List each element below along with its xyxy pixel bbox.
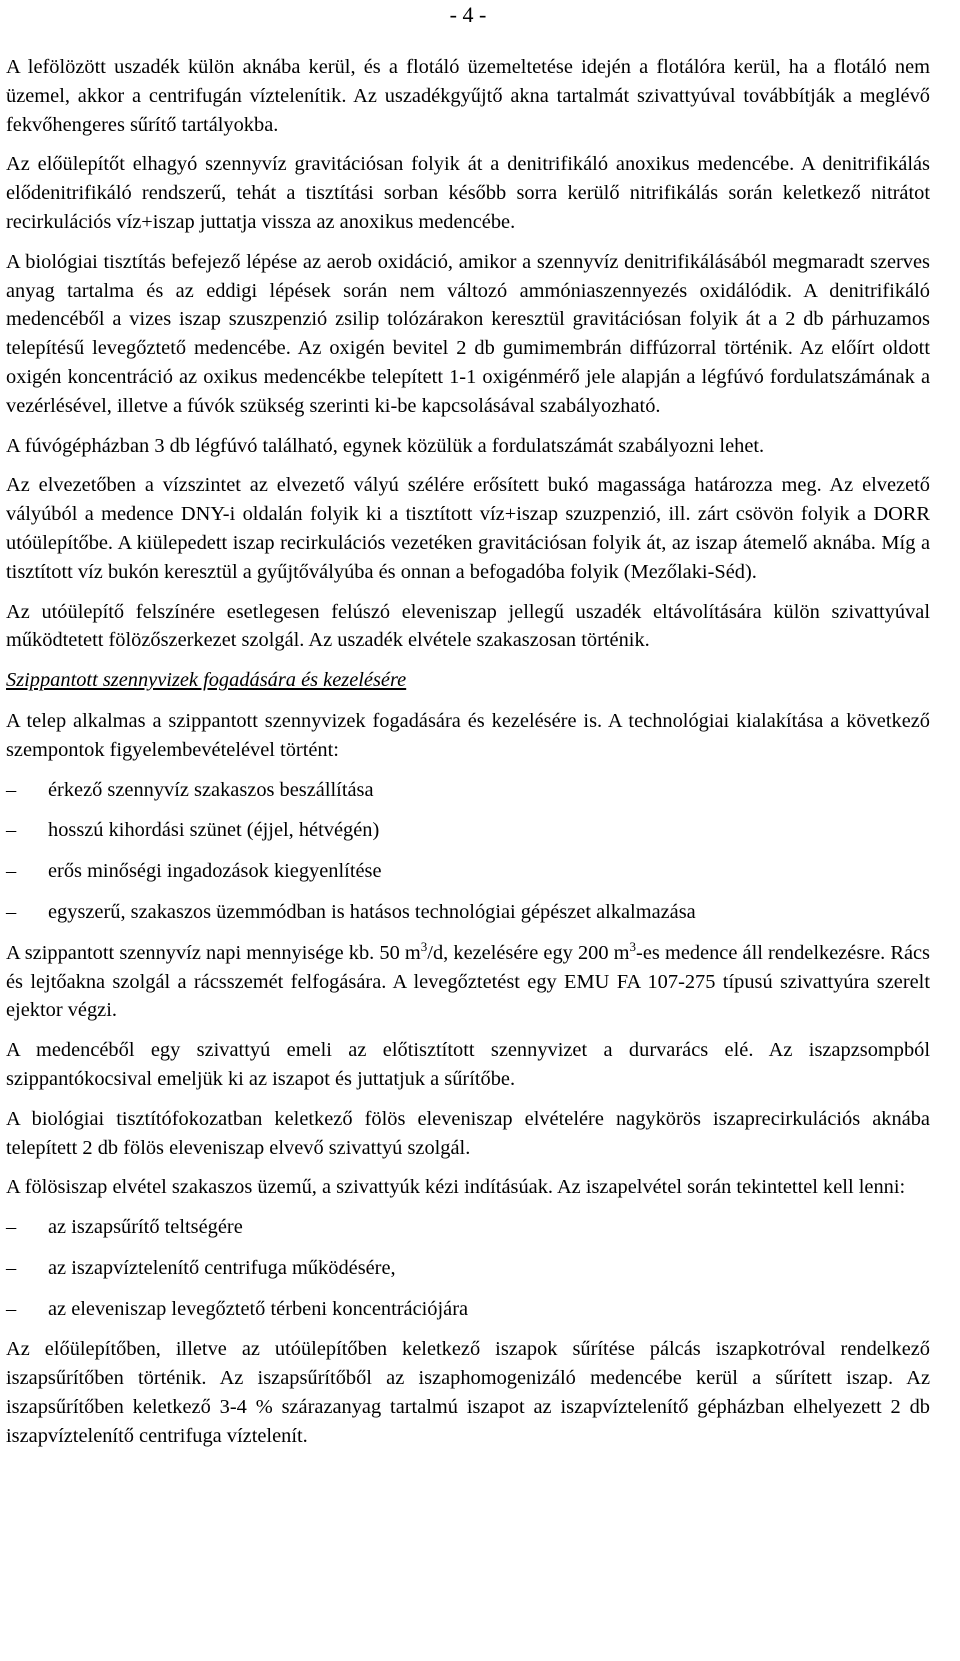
dash-bullet: – xyxy=(6,1256,17,1279)
page-number: - 4 - xyxy=(449,2,487,27)
list-item xyxy=(6,816,930,845)
list-item-text: az iszapsűrítő teltségére xyxy=(48,1216,243,1239)
paragraph-blower-house: A fúvógépházban 3 db légfúvó található, egynek közülük a fordulatszámát szabályozni lehet. xyxy=(6,434,765,457)
dash-bullet: – xyxy=(6,819,17,842)
paragraph-pump-lift: A medencéből egy szivattyú emeli az előtisztított szennyvizet a durvarács elé. Az iszapzsompból szippantókocsival emeljük ki az iszapot és juttatjuk a sűrítőbe. xyxy=(6,1039,930,1090)
volume-text-part2: /d, kezelésére egy 200 m xyxy=(427,941,630,964)
dash-bullet: – xyxy=(6,778,17,801)
dash-bullet: – xyxy=(6,1216,17,1239)
list-item xyxy=(6,898,930,927)
volume-text-part3: -es medence áll rendelkezésre. Rács és lejtőakna szolgál a rácsszemét felfogására. A levegőztetést egy EMU FA 107-275 típusú szivattyúra szerelt ejektor végzi. xyxy=(6,941,930,1022)
list-item xyxy=(6,1254,930,1283)
dash-bullet: – xyxy=(6,900,17,923)
list-item-text: az iszapvíztelenítő centrifuga működésére, xyxy=(48,1256,396,1279)
paragraph-denitrification: Az előülepítőt elhagyó szennyvíz gravitációsan folyik át a denitrifikáló anoxikus medencébe. A denitrifikálás elődenitrifikáló rendszerű, tehát a tisztítási sorban később sorra kerülő nitrifikálás során keletkező nitrátot recirkulációs víz+iszap juttatja vissza az anoxikus medencébe. xyxy=(6,153,930,233)
list-item-text: erős minőségi ingadozások kiegyenlítése xyxy=(48,860,382,883)
paragraph-scum-handling: A lefölözött uszadék külön aknába kerül, és a flotáló üzemeltetése idején a flotálóra kerül, ha a flotáló nem üzemel, akkor a centrifugán víztelenítik. Az uszadékgyűjtő akna tartalmát szivattyúval továbbítják a meglévő fekvőhengeres sűrítő tartályokba. xyxy=(6,56,930,136)
design-criteria-list xyxy=(6,776,930,927)
paragraph-excess-sludge: A biológiai tisztítófokozatban keletkező fölös eleveniszap elvételére nagykörös iszaprecirkulációs aknába telepített 2 db fölös eleveniszap elvevő szivattyú szolgál. xyxy=(6,1107,930,1159)
dash-bullet: – xyxy=(6,1297,17,1320)
sludge-considerations-list xyxy=(6,1213,930,1323)
paragraph-outlet: Az elvezetőben a vízszintet az elvezető vályú szélére erősített bukó magassága határozza meg. Az elvezető vályúból a medence DNY-i oldalán folyik ki a tisztított víz+iszap szuzpenzió, ill. zárt csövön folyik a DORR utóülepítőbe. A kiülepedett iszap recirkulációs vezetéken gravitációsan folyik át, az iszap átemelő aknába. Míg a tisztított víz bukón keresztül a gyűjtővályúba és onnan a befogadóba folyik (Mezőlaki-Séd). xyxy=(6,474,930,583)
paragraph-aerobic-oxidation: A biológiai tisztítás befejező lépése az aerob oxidáció, amikor a szennyvíz denitrifikálásából megmaradt szerves anyag tartalma és az eddigi lépések során nem változó ammóniaszennyezés oxidálódik. A denitrifikáló medencéből a vizes iszap szuszpenzió zsilip tolózárakon keresztül gravitációsan folyik át a 2 db párhuzamos telepítésű levegőztető medencébe. Az oxigén bevitel 2 db gumimembrán diffúzorral történik. Az előírt oldott oxigén koncentráció az oxikus medencékbe telepített 1-1 oxigénmérő jele alapján a légfúvó fordulatszámának a vezérlésével, illetve a fúvók szükség szerinti ki-be kapcsolásával szabályozható. xyxy=(6,250,930,417)
volume-text-part1: A szippantott szennyvíz napi mennyisége kb. 50 m xyxy=(6,941,421,964)
list-item xyxy=(6,1213,930,1242)
list-item-text: érkező szennyvíz szakaszos beszállítása xyxy=(48,778,374,801)
list-item-text: egyszerű, szakaszos üzemmódban is hatásos technológiai gépészet alkalmazása xyxy=(48,900,696,923)
dash-bullet: – xyxy=(6,860,17,883)
list-item-text: hosszú kihordási szünet (éjjel, hétvégén) xyxy=(48,819,380,842)
superscript: 3 xyxy=(420,938,428,954)
list-item xyxy=(6,776,930,805)
list-item xyxy=(6,857,930,886)
paragraph-secondary-clarifier: Az utóülepítő felszínére esetlegesen felúszó eleveniszap jellegű uszadék eltávolítására külön szivattyúval működtetett fölözőszerkezet szolgál. Az uszadék elvétele szakaszosan történik. xyxy=(6,600,930,652)
paragraph-sludge-thickening: Az előülepítőben, illetve az utóülepítőben keletkező iszapok sűrítése pálcás iszapkotróval rendelkező iszapsűrítőben történik. Az iszapsűrítőből az iszaphomogenizáló medencébe kerül a sűrített iszap. Az iszapsűrítőben keletkező 3-4 % szárazanyag tartalmú iszapot az iszapvíztelenítő gépházban elhelyezett 2 db iszapvíztelenítő centrifuga víztelenít. xyxy=(6,1338,930,1447)
paragraph-sludge-removal: A fölösiszap elvétel szakaszos üzemű, a szivattyúk kézi indításúak. Az iszapelvétel során tekintettel kell lenni: xyxy=(6,1176,906,1199)
paragraph-septage-volume xyxy=(6,939,930,1025)
section-heading: Szippantott szennyvizek fogadására és kezelésére xyxy=(6,669,407,692)
list-item-text: az eleveniszap levegőztető térbeni koncentrációjára xyxy=(48,1297,469,1320)
list-item xyxy=(6,1295,930,1324)
superscript: 3 xyxy=(629,938,637,954)
paragraph-septage-intro: A telep alkalmas a szippantott szennyvizek fogadására és kezelésére is. A technológiai kialakítása a következő szempontok figyelembevételével történt: xyxy=(6,709,930,761)
